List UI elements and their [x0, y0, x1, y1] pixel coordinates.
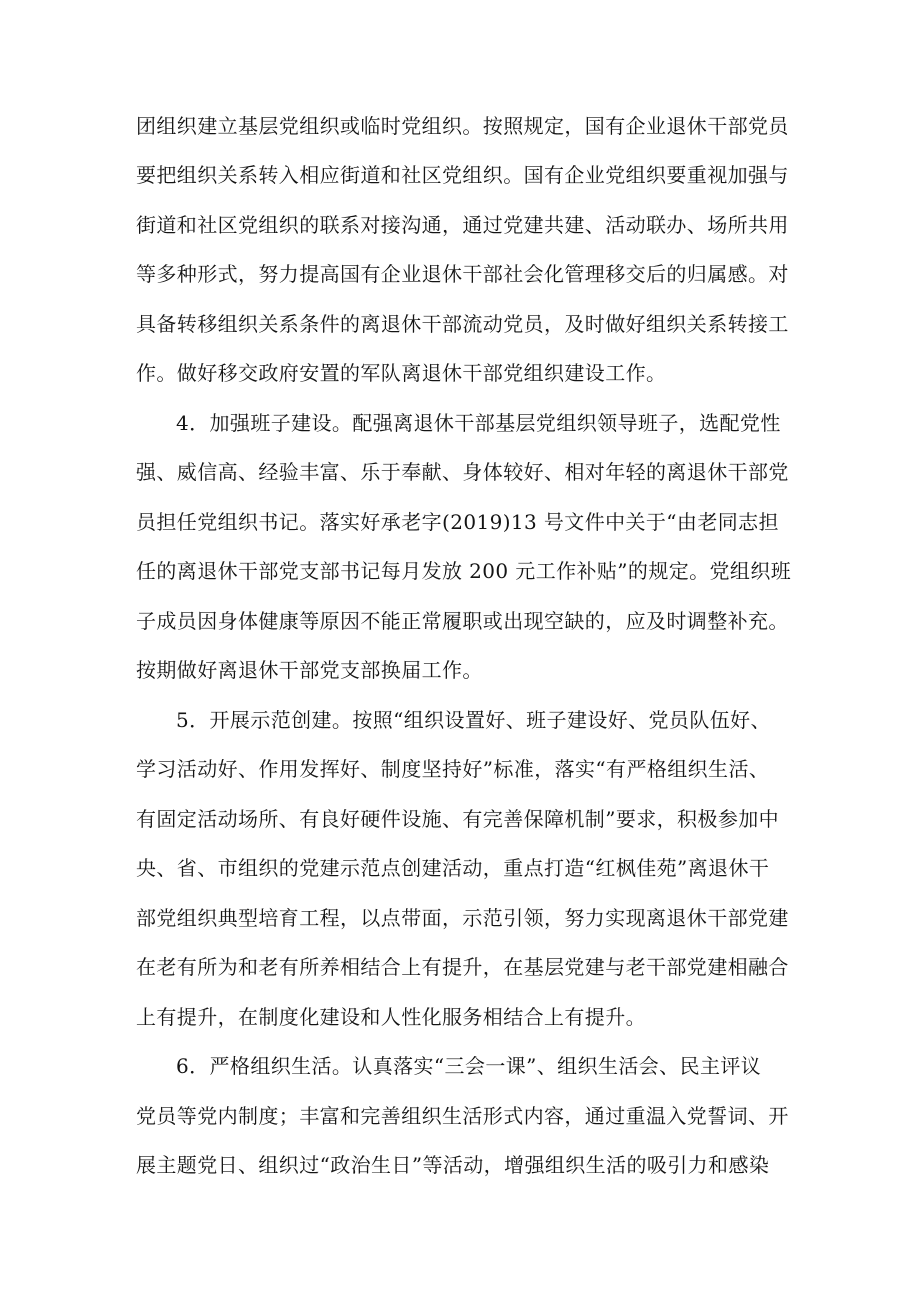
text-line: 学习活动好、作用发挥好、制度坚持好”标准，落实“有严格组织生活、 — [136, 757, 770, 781]
text-line: 街道和社区党组织的联系对接沟通，通过党建共建、活动联办、场所共用 — [136, 213, 789, 237]
text-line: 具备转移组织关系条件的离退休干部流动党员，及时做好组织关系转接工 — [136, 312, 789, 336]
text-line: 展主题党日、组织过“政治生日”等活动，增强组织生活的吸引力和感染 — [136, 1153, 770, 1177]
text-line: 等多种形式，努力提高国有企业退休干部社会化管理移交后的归属感。对 — [136, 262, 789, 286]
text-line: 团组织建立基层党组织或临时党组织。按照规定，国有企业退休干部党员 — [136, 114, 789, 138]
paragraph-5-heading-line: 5．开展示范创建。按照“组织设置好、班子建设好、党员队伍好、 — [176, 708, 771, 732]
paragraph-6-heading-line: 6．严格组织生活。认真落实“三会一课”、组织生活会、民主评议 — [176, 1054, 762, 1078]
text-line: 按期做好离退休干部党支部换届工作。 — [136, 658, 483, 682]
paragraph-4-heading-line: 4．加强班子建设。配强离退休干部基层党组织领导班子，选配党性 — [176, 411, 781, 435]
text-line: 有固定活动场所、有良好硬件设施、有完善保障机制”要求，积极参加中 — [136, 807, 780, 831]
text-line: 要把组织关系转入相应街道和社区党组织。国有企业党组织要重视加强与 — [136, 163, 789, 187]
text-line: 子成员因身体健康等原因不能正常履职或出现空缺的，应及时调整补充。 — [136, 609, 789, 633]
text-line: 部党组织典型培育工程，以点带面，示范引领，努力实现离退休干部党建 — [136, 906, 789, 930]
text-line: 员担任党组织书记。落实好承老字(2019)13 号文件中关于“由老同志担 — [136, 510, 779, 534]
text-line: 上有提升，在制度化建设和人性化服务相结合上有提升。 — [136, 1005, 646, 1029]
text-line: 在老有所为和老有所养相结合上有提升，在基层党建与老干部党建相融合 — [136, 955, 789, 979]
text-line: 党员等党内制度；丰富和完善组织生活形式内容，通过重温入党誓词、开 — [136, 1104, 789, 1128]
text-line: 强、威信高、经验丰富、乐于奉献、身体较好、相对年轻的离退休干部党 — [136, 460, 789, 484]
text-line: 作。做好移交政府安置的军队离退休干部党组织建设工作。 — [136, 361, 667, 385]
text-line: 央、省、市组织的党建示范点创建活动，重点打造“红枫佳苑”离退休干 — [136, 856, 770, 880]
text-line: 任的离退休干部党支部书记每月发放 200 元工作补贴”的规定。党组织班 — [136, 559, 792, 583]
